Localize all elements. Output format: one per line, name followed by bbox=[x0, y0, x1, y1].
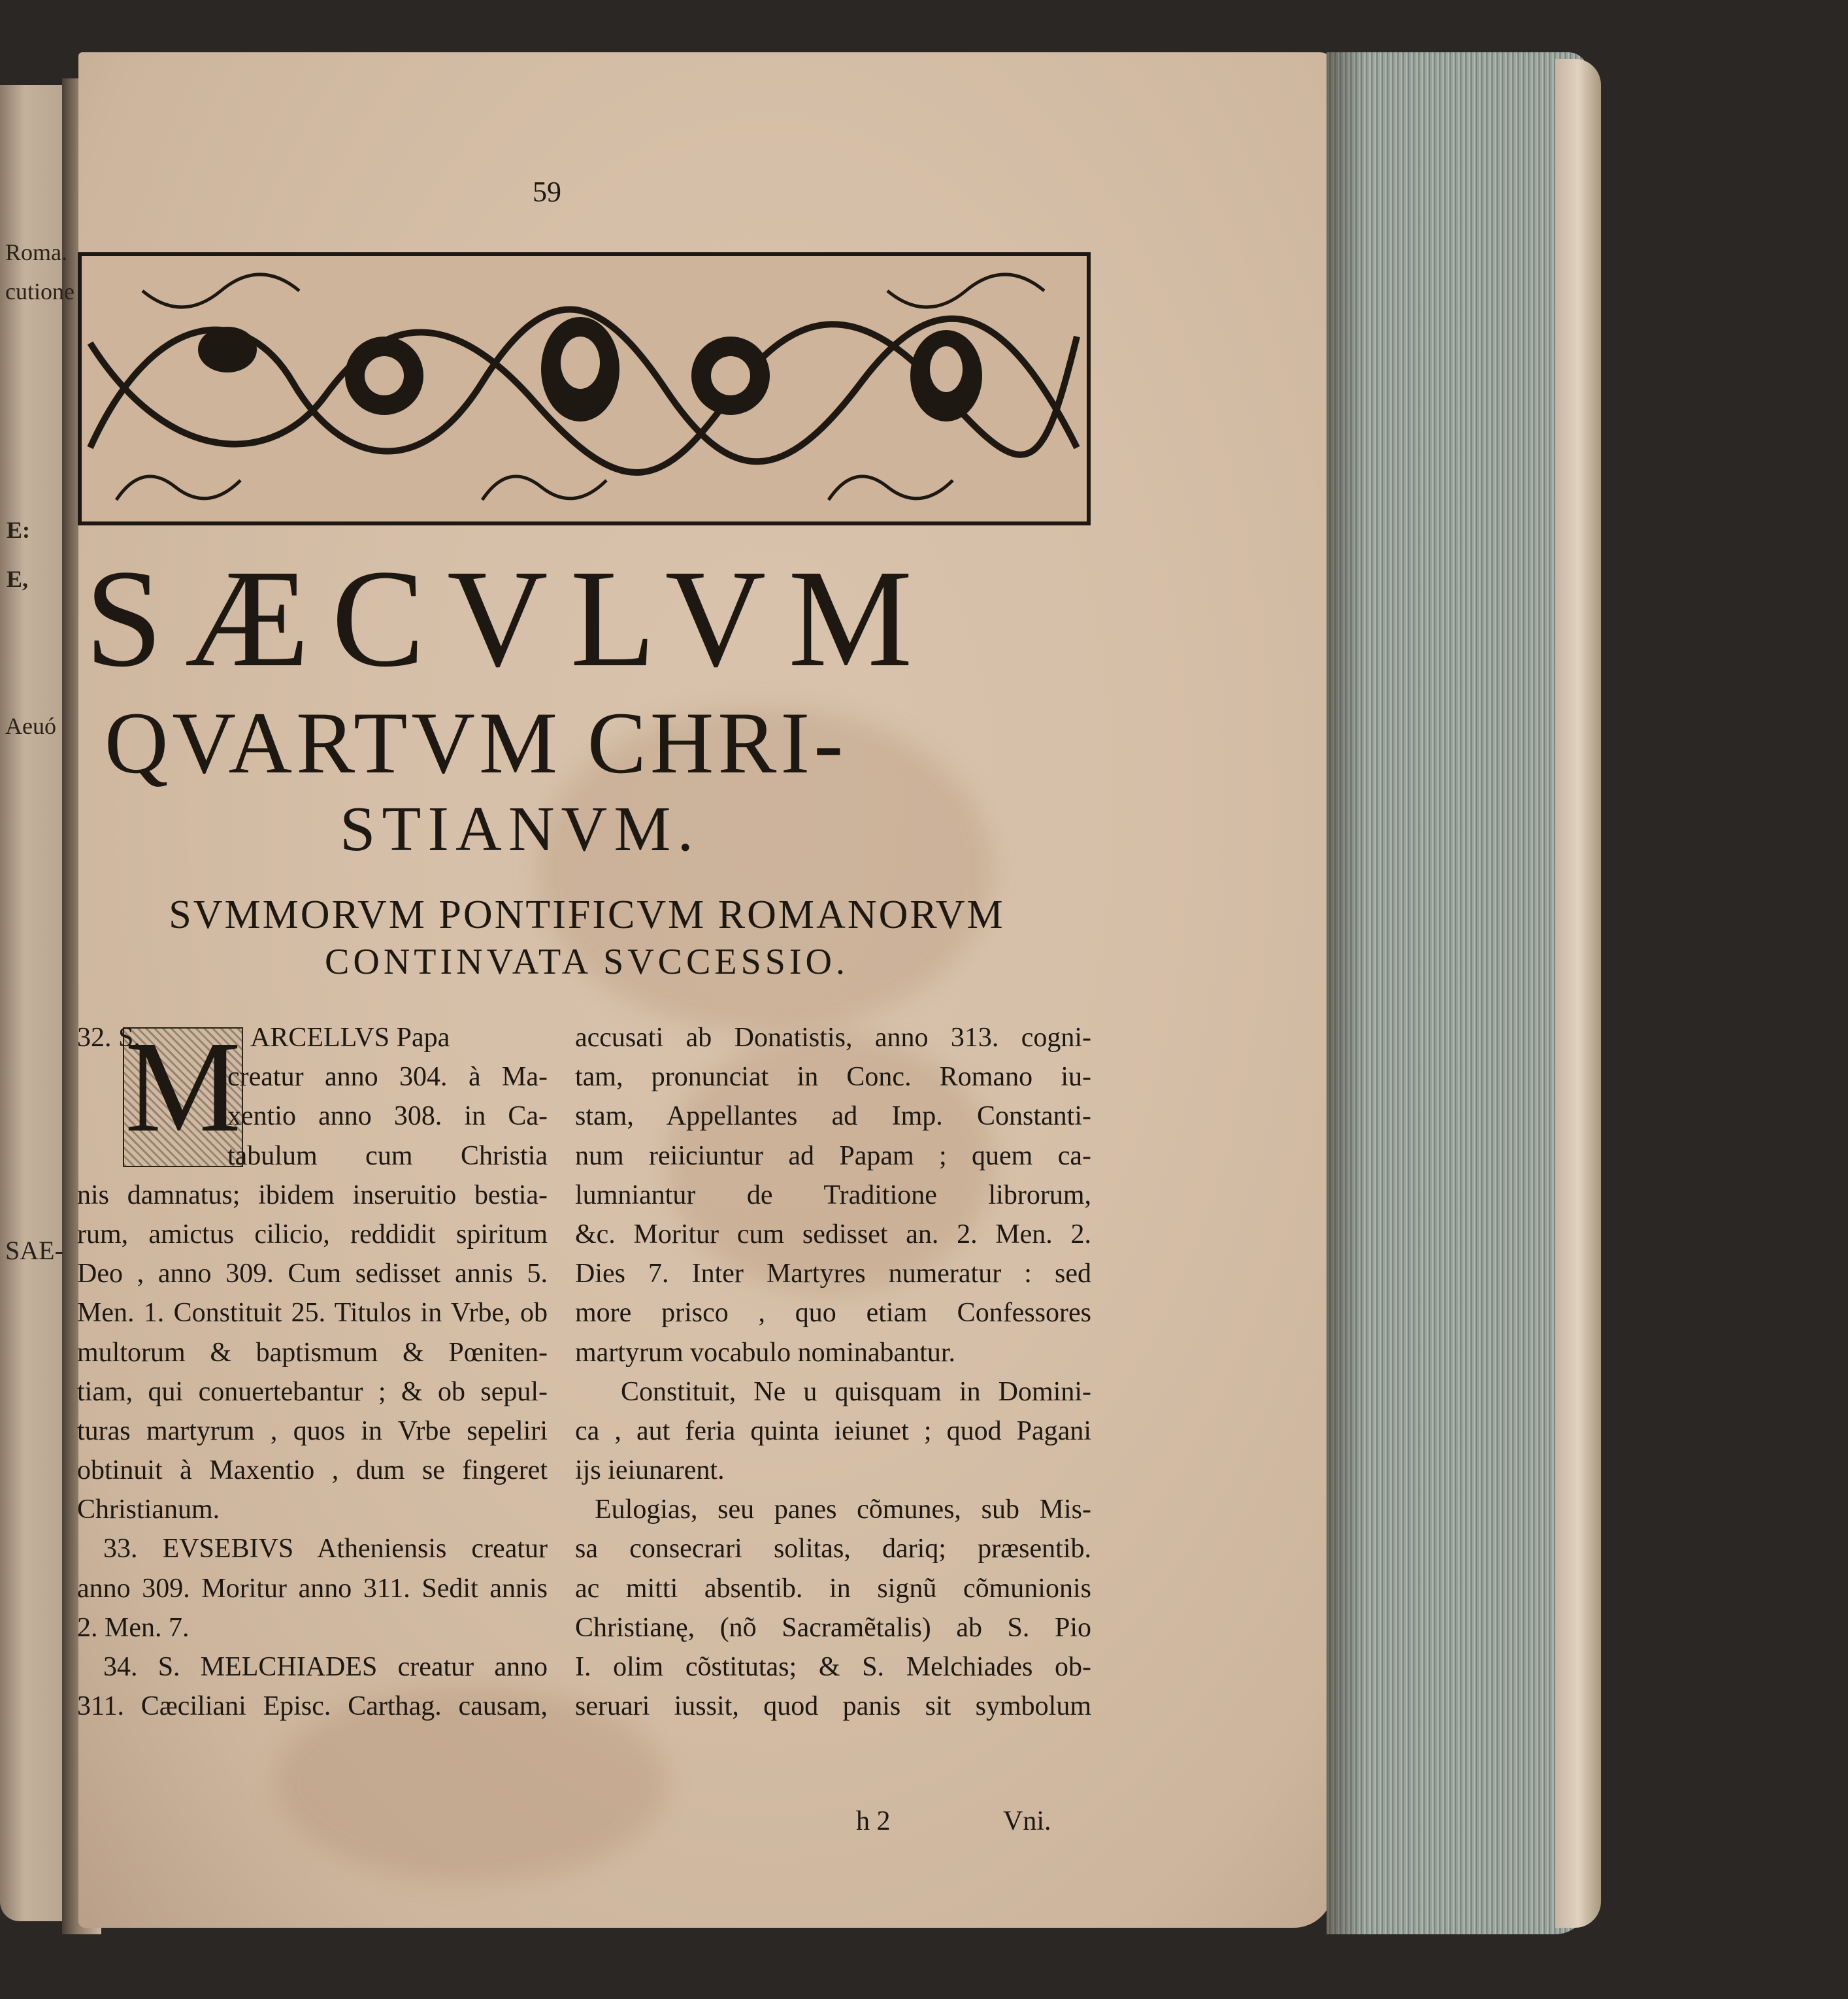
book-cover-edge bbox=[1555, 59, 1601, 1928]
text-line: Eulogias, seu panes cõmunes, sub Mis- bbox=[595, 1495, 1091, 1525]
text-line: accusati ab Donatistis, anno 313. cogni- bbox=[575, 1023, 1091, 1053]
text-line: ijs ieiunarent. bbox=[575, 1455, 725, 1486]
text-line: seruari iussit, quod panis sit symbolum bbox=[575, 1691, 1091, 1722]
text-line: stam, Appellantes ad Imp. Constanti- bbox=[575, 1101, 1091, 1132]
left-page-fragment: Roma. bbox=[5, 239, 67, 265]
text-line: 2. Men. 7. bbox=[77, 1612, 190, 1643]
text-line: Deo , anno 309. Cum sedisset annis 5. bbox=[77, 1259, 548, 1289]
text-line: Christianum. bbox=[77, 1495, 220, 1525]
floral-headpiece-ornament bbox=[77, 252, 1091, 526]
catchword: Vni. bbox=[1003, 1806, 1051, 1836]
page-number: 59 bbox=[533, 176, 561, 208]
text-line: tabulum cum Christia bbox=[227, 1140, 548, 1171]
left-page-fragment: E, bbox=[7, 566, 29, 592]
fore-edge bbox=[1327, 52, 1588, 1934]
text-line: ca , aut feria quinta ieiunet ; quod Pagani bbox=[575, 1415, 1091, 1446]
text-line: more prisco , quo etiam Confessores bbox=[575, 1298, 1091, 1329]
text-line: lumniantur de Traditione librorum, bbox=[575, 1180, 1091, 1210]
title-line-3: STIANVM. bbox=[340, 794, 700, 865]
text-line: rum, amictus cilicio, reddidit spiritum bbox=[77, 1219, 548, 1249]
text-line: ac mitti absentib. in signũ cõmunionis bbox=[575, 1573, 1091, 1604]
title-line-1: SÆCVLVM bbox=[85, 541, 935, 696]
text-line: xentio anno 308. in Ca- bbox=[227, 1101, 548, 1132]
text-line: Constituit, Ne u quisquam in Domini- bbox=[621, 1376, 1091, 1407]
text-line: martyrum vocabulo nominabantur. bbox=[575, 1337, 956, 1368]
right-text-column bbox=[575, 1018, 1091, 1726]
text-line: creatur anno 304. à Ma- bbox=[227, 1062, 548, 1093]
left-page-fragment: E: bbox=[7, 517, 30, 543]
text-line: Christianę, (nõ Sacramẽtalis) ab S. Pio bbox=[575, 1612, 1091, 1643]
text-line: tam, pronunciat in Conc. Romano iu- bbox=[575, 1062, 1091, 1093]
text-line: Dies 7. Inter Martyres numeratur : sed bbox=[575, 1259, 1091, 1289]
text-line: nis damnatus; ibidem inseruitio bestia- bbox=[77, 1180, 548, 1210]
text-line: anno 309. Moritur anno 311. Sedit annis bbox=[77, 1573, 548, 1604]
text-line: num reiiciuntur ad Papam ; quem ca- bbox=[575, 1140, 1091, 1171]
entry-heading: ARCELLVS Papa bbox=[250, 1023, 450, 1053]
text-line: multorum & baptismum & Pœniten- bbox=[77, 1337, 548, 1368]
text-line: &c. Moritur cum sedisset an. 2. Men. 2. bbox=[575, 1219, 1091, 1249]
text-line: sa consecrari solitas, dariq; præsentib. bbox=[575, 1534, 1091, 1564]
left-page-fragment: Aeuó bbox=[5, 713, 56, 739]
text-line: obtinuit à Maxentio , dum se fingeret bbox=[77, 1455, 548, 1486]
text-line: 311. Cæciliani Episc. Carthag. causam, bbox=[77, 1691, 548, 1722]
text-line: I. olim cõstitutas; & S. Melchiades ob- bbox=[575, 1652, 1091, 1682]
signature-mark: h 2 bbox=[856, 1806, 891, 1836]
subtitle-line-1: SVMMORVM PONTIFICVM ROMANORVM bbox=[169, 893, 1005, 937]
text-line: 33. EVSEBIVS Atheniensis creatur bbox=[103, 1534, 548, 1564]
drop-cap-letter: M bbox=[125, 1015, 241, 1159]
left-page-fragment: SAE- bbox=[5, 1236, 63, 1265]
text-line: Men. 1. Constituit 25. Titulos in Vrbe, ob bbox=[77, 1298, 548, 1329]
title-line-2: QVARTVM CHRI- bbox=[105, 695, 848, 792]
left-page-fragment: cutione bbox=[5, 278, 74, 305]
subtitle-line-2: CONTINVATA SVCCESSIO. bbox=[325, 942, 849, 982]
left-text-column bbox=[77, 1015, 548, 1726]
entry-number: 32. S. bbox=[77, 1023, 140, 1053]
text-line: turas martyrum , quos in Vrbe sepeliri bbox=[77, 1415, 548, 1446]
text-line bbox=[77, 1018, 548, 1057]
text-line: 34. S. MELCHIADES creatur anno bbox=[103, 1652, 548, 1682]
text-line: tiam, qui conuertebantur ; & ob sepul- bbox=[77, 1376, 548, 1407]
